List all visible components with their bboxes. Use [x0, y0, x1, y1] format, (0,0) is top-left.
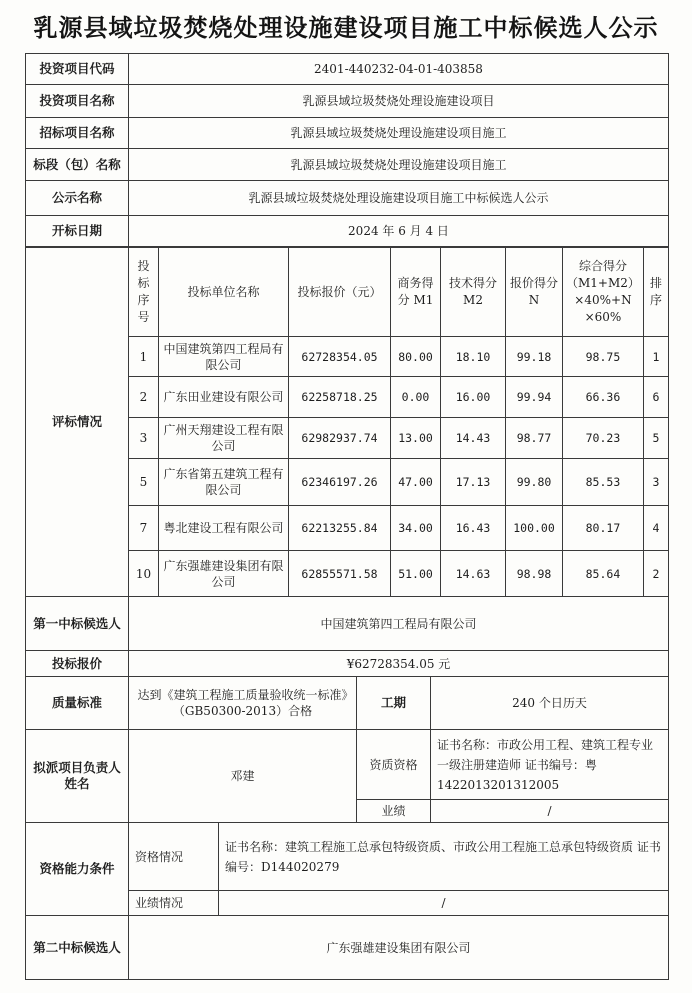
manager-label: 拟派项目负责人姓名 [26, 730, 129, 823]
tender-project-name-value: 乳源县域垃圾焚烧处理设施建设项目施工 [129, 118, 669, 149]
business-score: 13.00 [391, 418, 441, 459]
row-first-candidate [26, 597, 669, 651]
bid-price: 62728354.05 [289, 337, 391, 377]
bidder-name: 中国建筑第四工程局有限公司 [159, 337, 289, 377]
qual-status-label: 资格情况 [129, 823, 219, 891]
first-candidate-value: 中国建筑第四工程局有限公司 [129, 597, 669, 651]
duration-value: 240 个日历天 [431, 677, 669, 730]
row-opening-date [26, 216, 669, 247]
bidder-no: 3 [129, 418, 159, 459]
row-quality [26, 677, 669, 730]
evaluation-table [25, 247, 669, 597]
price-score: 98.98 [506, 551, 563, 597]
business-score: 34.00 [391, 506, 441, 551]
technical-score: 16.43 [441, 506, 506, 551]
eval-header-n: 报价得分 N [506, 248, 563, 337]
rank: 4 [643, 506, 668, 551]
bid-price: 62855571.58 [289, 551, 391, 597]
second-candidate-label: 第二中标候选人 [26, 916, 129, 980]
business-score: 0.00 [391, 377, 441, 418]
bidder-no: 10 [129, 551, 159, 597]
rank: 5 [643, 418, 668, 459]
qualification-label: 资质资格 [357, 730, 431, 800]
bid-price-value: ¥62728354.05 元 [129, 651, 669, 677]
technical-score: 18.10 [441, 337, 506, 377]
rank: 2 [643, 551, 668, 597]
row-capability [26, 823, 669, 891]
business-score: 51.00 [391, 551, 441, 597]
bidder-name: 粤北建设工程有限公司 [159, 506, 289, 551]
row-project-code [26, 54, 669, 85]
eval-header-rank: 排序 [643, 248, 668, 337]
price-score: 99.18 [506, 337, 563, 377]
total-score: 85.64 [563, 551, 644, 597]
perf-status-value: / [219, 891, 669, 916]
manager-value: 邓建 [129, 730, 357, 823]
business-score: 80.00 [391, 337, 441, 377]
qualification-value: 证书名称：市政公用工程、建筑工程专业一级注册建造师 证书编号：粤 1422013201312005 [431, 730, 669, 800]
business-score: 47.00 [391, 459, 441, 506]
bidder-name: 广东强雄建设集团有限公司 [159, 551, 289, 597]
first-candidate-label: 第一中标候选人 [26, 597, 129, 651]
row-manager [26, 730, 669, 800]
bid-price-label: 投标报价 [26, 651, 129, 677]
lot-name-value: 乳源县域垃圾焚烧处理设施建设项目施工 [129, 149, 669, 181]
row-notice-name [26, 181, 669, 216]
duration-label: 工期 [357, 677, 431, 730]
evaluation-label: 评标情况 [26, 248, 129, 597]
opening-date-value: 2024 年 6 月 4 日 [129, 216, 669, 247]
bidder-name: 广州天翔建设工程有限公司 [159, 418, 289, 459]
technical-score: 16.00 [441, 377, 506, 418]
rank: 1 [643, 337, 668, 377]
technical-score: 14.63 [441, 551, 506, 597]
project-code-value: 2401-440232-04-01-403858 [129, 54, 669, 85]
bid-price: 62346197.26 [289, 459, 391, 506]
eval-header-name: 投标单位名称 [159, 248, 289, 337]
page-title: 乳源县域垃圾焚烧处理设施建设项目施工中标候选人公示 [33, 14, 659, 42]
total-score: 66.36 [563, 377, 644, 418]
bidder-no: 1 [129, 337, 159, 377]
price-score: 99.80 [506, 459, 563, 506]
total-score: 70.23 [563, 418, 644, 459]
eval-header-price: 投标报价（元） [289, 248, 391, 337]
row-bid-price [26, 651, 669, 677]
project-name-label: 投资项目名称 [26, 85, 129, 118]
price-score: 98.77 [506, 418, 563, 459]
total-score: 80.17 [563, 506, 644, 551]
bid-price: 62982937.74 [289, 418, 391, 459]
row-lot-name [26, 149, 669, 181]
eval-header-no: 投标序号 [129, 248, 159, 337]
bidder-no: 7 [129, 506, 159, 551]
price-score: 100.00 [506, 506, 563, 551]
row-project-name [26, 85, 669, 118]
bidder-name: 广东田业建设有限公司 [159, 377, 289, 418]
candidate-table [25, 596, 669, 980]
perf-status-label: 业绩情况 [129, 891, 219, 916]
total-score: 85.53 [563, 459, 644, 506]
technical-score: 14.43 [441, 418, 506, 459]
opening-date-label: 开标日期 [26, 216, 129, 247]
row-tender-project-name [26, 118, 669, 149]
rank: 6 [643, 377, 668, 418]
eval-header-m1: 商务得分 M1 [391, 248, 441, 337]
eval-header-m2: 技术得分 M2 [441, 248, 506, 337]
project-name-value: 乳源县域垃圾焚烧处理设施建设项目 [129, 85, 669, 118]
tender-project-name-label: 招标项目名称 [26, 118, 129, 149]
lot-name-label: 标段（包）名称 [26, 149, 129, 181]
bidder-no: 5 [129, 459, 159, 506]
qual-status-value: 证书名称：建筑工程施工总承包特级资质、市政公用工程施工总承包特级资质 证书编号：D144020279 [219, 823, 669, 891]
project-code-label: 投资项目代码 [26, 54, 129, 85]
eval-header-total: 综合得分（M1+M2）×40%+N ×60% [563, 248, 644, 337]
eval-header-row [26, 248, 669, 337]
capability-label: 资格能力条件 [26, 823, 129, 916]
quality-label: 质量标准 [26, 677, 129, 730]
info-table [25, 53, 669, 247]
notice-name-label: 公示名称 [26, 181, 129, 216]
price-score: 99.94 [506, 377, 563, 418]
row-second-candidate [26, 916, 669, 980]
technical-score: 17.13 [441, 459, 506, 506]
performance-label: 业绩 [357, 800, 431, 823]
rank: 3 [643, 459, 668, 506]
second-candidate-value: 广东强雄建设集团有限公司 [129, 916, 669, 980]
quality-value: 达到《建筑工程施工质量验收统一标准》（GB50300-2013）合格 [129, 677, 357, 730]
total-score: 98.75 [563, 337, 644, 377]
bidder-name: 广东省第五建筑工程有限公司 [159, 459, 289, 506]
bidder-no: 2 [129, 377, 159, 418]
bid-price: 62213255.84 [289, 506, 391, 551]
notice-name-value: 乳源县域垃圾焚烧处理设施建设项目施工中标候选人公示 [129, 181, 669, 216]
bid-price: 62258718.25 [289, 377, 391, 418]
performance-value: / [431, 800, 669, 823]
